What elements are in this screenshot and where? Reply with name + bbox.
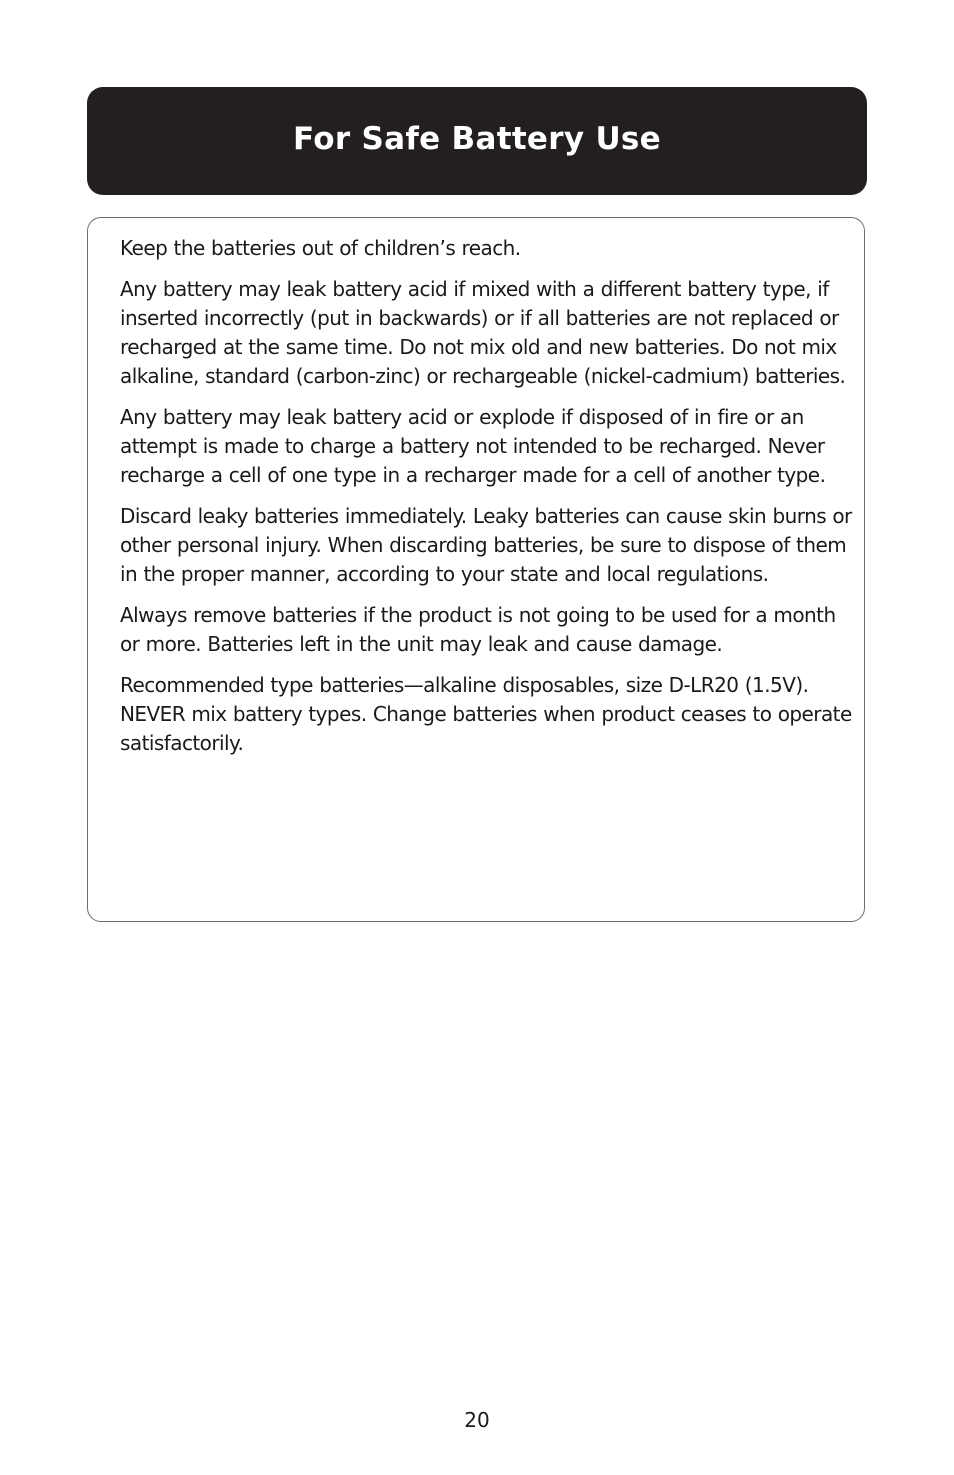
paragraph-leaky-batteries: Discard leaky batteries immediately. Leaky batteries can cause skin burns or other personal injury. When discarding batteries, be sure to dispose of them in the proper manner, according to your state and local regulations. <box>120 504 852 586</box>
page-number: 20 <box>464 1408 490 1432</box>
title-banner <box>87 87 867 195</box>
page-title: For Safe Battery Use <box>293 121 661 157</box>
paragraph-mixing-batteries: Any battery may leak battery acid if mixed with a different battery type, if inserted incorrectly (put in backwards) or if all batteries are not replaced or recharged at the same time. Do not mix old and new batteries. Do not mix alkaline, standard (carbon-zinc) or rechargeable (nickel-cadmium) batteries. <box>120 277 846 388</box>
paragraph-children-reach: Keep the batteries out of children’s reach. <box>120 236 521 260</box>
paragraph-recommended-type: Recommended type batteries—alkaline disposables, size D-LR20 (1.5V). NEVER mix battery types. Change batteries when product ceases to operate satisfactorily. <box>120 673 852 755</box>
safety-paragraphs <box>120 234 855 770</box>
paragraph-fire-recharge: Any battery may leak battery acid or explode if disposed of in fire or an attempt is made to charge a battery not intended to be recharged. Never recharge a cell of one type in a recharger made for a cell of another type. <box>120 405 826 487</box>
paragraph-remove-batteries: Always remove batteries if the product is not going to be used for a month or more. Batteries left in the unit may leak and cause damage. <box>120 603 836 656</box>
